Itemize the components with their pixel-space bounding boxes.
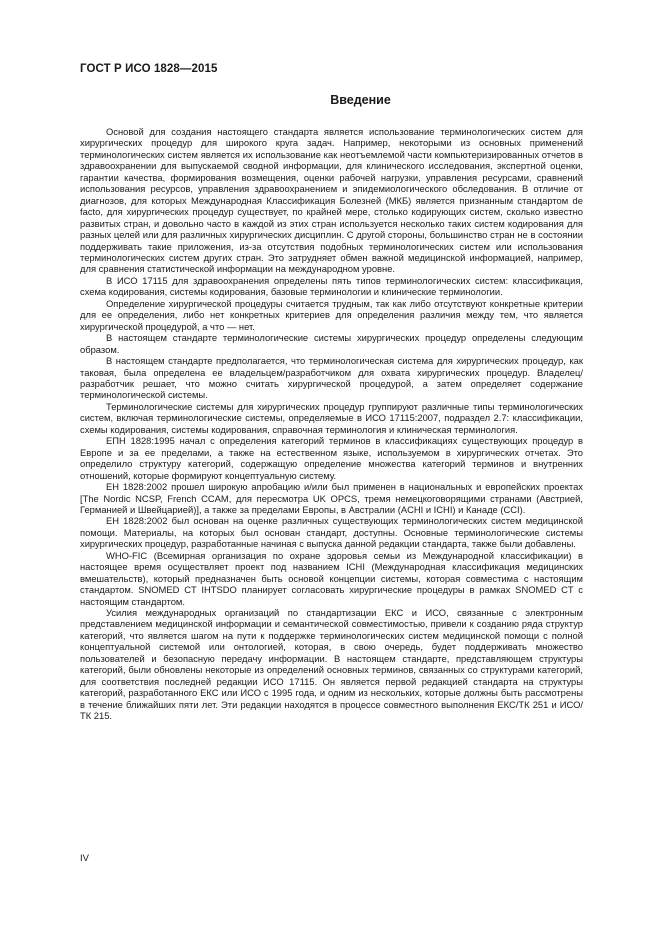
paragraph: Терминологические системы для хирургических процедур группируют различные типы терминологических систем, включая терминологические системы, определяемые в ИСО 17115:2007, подраздел 2.7: классификации, схемы кодирования, системы кодирования, справочная терминология и клиническая терминология.	[80, 400, 583, 435]
standard-header: ГОСТ Р ИСО 1828—2015	[80, 63, 218, 75]
page-number: IV	[80, 853, 89, 864]
paragraph: Основой для создания настоящего стандарта является использование терминологических систем для хирургических процедур для широкого круга задач. Например, некоторыми из основных применений терминологических систем является их использование как неотъемлемой части компьютеризированных отчетов в здравоохранении для выпускаемой сводной информации, для клинического исследования, экспертной оценки, гарантии качества, формирования возмещения, оценки рабочей нагрузки, управления ресурсами, сравнений использования ресурсов, управления здравоохранением и эпидемиологического обследования. В отличие от диагнозов, для которых Международная Классификация Болезней (МКБ) является признанным стандартом de facto, для хирургических процедур существует, по крайней мере, столько кодирующих систем, сколько известно развитых стран, и довольно часто в каждой из этих стран используется несколько таких систем кодирования для разных целей или для различных хирургических дисциплин. С другой стороны, большинство стран не в состоянии поддерживать такие приложения, из-за отсутствия подобных терминологических систем или использования терминологических систем других стран. Это затрудняет обмен важной медицинской информацией, например, для сравнения статистической информации на международном уровне.	[80, 126, 583, 275]
paragraph: Усилия международных организаций по стандартизации ЕКС и ИСО, связанные с электронным представлением медицинской информации и семантической совместимостью, привели к созданию ряда структур категорий, что является шагом на пути к поддержке терминологических систем медицинской помощи с полной концептуальной системой или онтологией, которая, в свою очередь, будет поддерживать множество пользователей и безопасную передачу информации. В настоящем стандарте, представляющем структуры категорий, были обновлены некоторые из определений основных терминов, связанных со структурами категорий, для соответствия последней редакции ИСО 17115. Он является первой редакцией стандарта на структуры категорий, разработанного ЕКС или ИСО с 1995 года, и одним из нескольких, которые должны быть рассмотрены в течение ближайших пяти лет. Эти редакции находятся в процессе совместного выполнения ЕКС/ТК 251 и ИСО/ТК 215.	[80, 607, 583, 722]
document-body	[80, 126, 583, 722]
paragraph: В настоящем стандарте предполагается, что терминологическая система для хирургических процедур, как таковая, была определена ее владельцем/разработчиком для охвата хирургических процедур. Владелец/разработчик решает, что можно считать хирургической процедурой, а затем определяет содержание терминологической системы.	[80, 355, 583, 401]
paragraph: В настоящем стандарте терминологические системы хирургических процедур определены следующим образом.	[80, 332, 583, 355]
section-title: Введение	[330, 93, 391, 107]
paragraph: ЕН 1828:2002 был основан на оценке различных существующих терминологических систем медицинской помощи. Материалы, на которых был основан стандарт, доступны. Основные терминологические системы хирургических процедур, разработанные начиная с выпуска данной редакции стандарта, также были добавлены.	[80, 515, 583, 550]
paragraph: ЕПН 1828:1995 начал с определения категорий терминов в классификациях существующих процедур в Европе и за ее пределами, а также на естественном языке, используемом в хирургических отчетах. Это определило структуру категорий, содержащую определение множества категорий терминов и внутренних отношений, которые формируют концептуальную систему.	[80, 435, 583, 481]
paragraph: WHO-FIC (Всемирная организация по охране здоровья семьи из Международной классификации) в настоящее время осуществляет проект под названием ICHI (Международная классификация медицинских вмешательств), который предназначен быть основой концепции системы, которая совместима с настоящим стандартом. SNOMED CT IHTSDO планирует согласовать хирургические процедуры в рамках SNOMED CT с настоящим стандартом.	[80, 549, 583, 607]
paragraph: Определение хирургической процедуры считается трудным, так как либо отсутствуют конкретные критерии для ее определения, либо нет конкретных критериев для определения различия между тем, что является хирургической процедурой, а что — нет.	[80, 297, 583, 332]
paragraph: В ИСО 17115 для здравоохранения определены пять типов терминологических систем: классификация, схема кодирования, системы кодирования, базовые терминологии и клинические терминологии.	[80, 274, 583, 298]
paragraph: ЕН 1828:2002 прошел широкую апробацию и/или был применен в национальных и европейских проектах [The Nordic NCSP, French CCAM, для пересмотра UK OPCS, тремя немецкоговорящими странами (Австрией, Германией и Швейцарией)], а также за пределами Европы, в Австралии (ACHI и ICHI) и Канаде (CCI).	[80, 481, 583, 515]
